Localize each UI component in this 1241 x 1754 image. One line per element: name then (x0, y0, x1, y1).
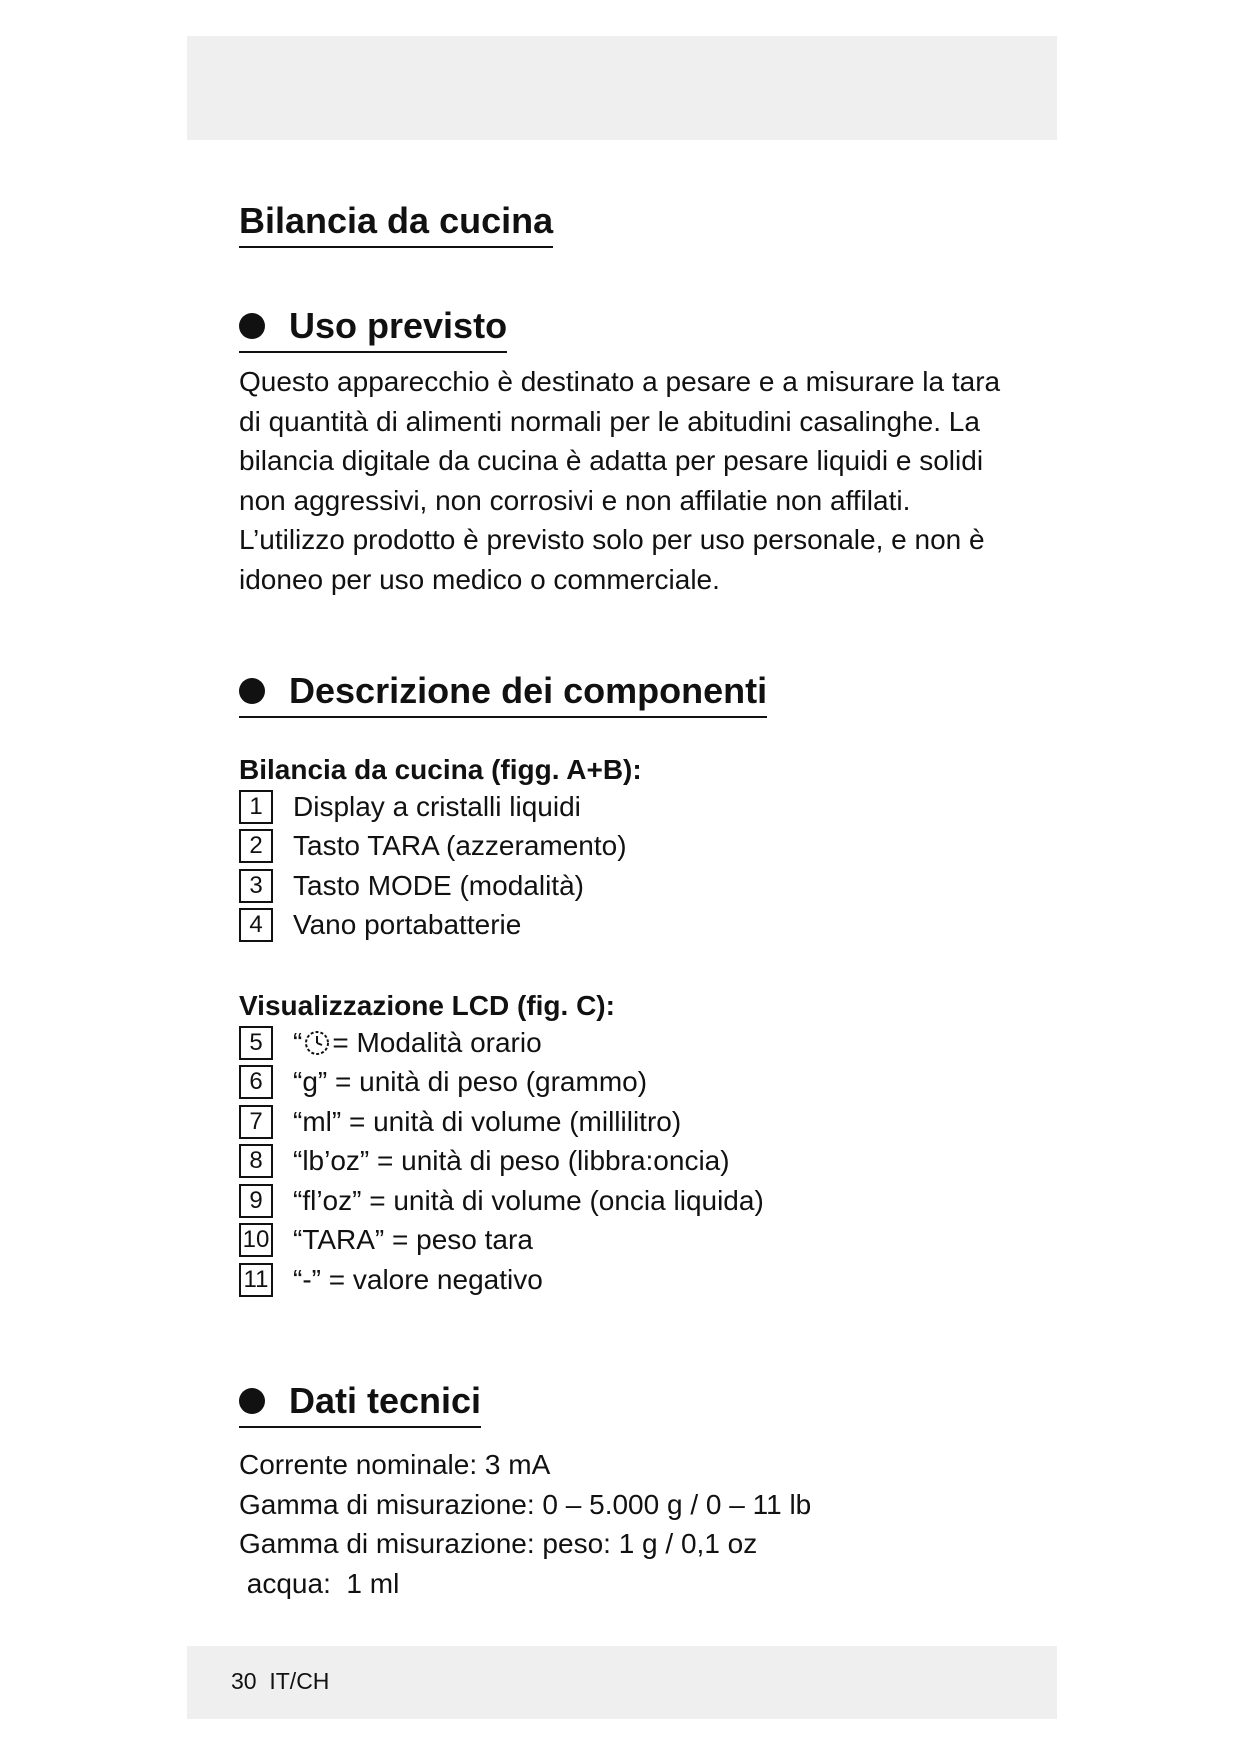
list-item (239, 906, 627, 946)
item-number: 2 (239, 829, 273, 863)
section-heading-technical (239, 1380, 481, 1428)
list-item (239, 1181, 764, 1221)
item-number: 6 (239, 1065, 273, 1099)
list-item (239, 866, 627, 906)
item-prefix: “ (293, 1026, 303, 1058)
item-label: “fl’oz” = unità di volume (oncia liquida) (293, 1184, 764, 1216)
intended-use-paragraph: Questo apparecchio è destinato a pesare e a misurare la tara di quantità di alimenti normali per le abitudini casalinghe. La bilancia digitale da cucina è adatta per pesare liquidi e solidi non aggressivi, non corrosivi e non affilatie non affilati. L’utilizzo prodotto è previsto solo per uso personale, e non è idoneo per uso medico o commerciale. (239, 366, 1001, 595)
item-number: 3 (239, 869, 273, 903)
spec-line: Gamma di misurazione: 0 – 5.000 g / 0 – 11 lb (239, 1488, 812, 1520)
list-item (239, 1260, 764, 1300)
item-number: 5 (239, 1026, 273, 1060)
scale-parts-list (239, 787, 627, 945)
bullet-icon (239, 678, 265, 704)
section-title: Uso previsto (289, 305, 508, 346)
list-item (239, 1142, 764, 1182)
item-number: 1 (239, 790, 273, 824)
item-label: “TARA” = peso tara (293, 1224, 533, 1256)
item-number: 4 (239, 908, 273, 942)
header-band (187, 36, 1057, 140)
section-heading-components (239, 670, 767, 718)
spec-line: acqua: 1 ml (239, 1567, 400, 1599)
item-label: “ml” = unità di volume (millilitro) (293, 1105, 682, 1137)
list-item (239, 1023, 764, 1063)
bullet-icon (239, 1388, 265, 1414)
item-label: “lb’oz” = unità di peso (libbra:oncia) (293, 1145, 730, 1177)
item-label: = Modalità orario (332, 1026, 542, 1058)
item-number: 8 (239, 1144, 273, 1178)
spec-line: Corrente nominale: 3 mA (239, 1449, 551, 1480)
bullet-icon (239, 313, 265, 339)
list-item (239, 827, 627, 867)
section-title: Descrizione dei componenti (289, 670, 768, 711)
section-title: Dati tecnici (289, 1380, 482, 1421)
scale-subheading: Bilancia da cucina (figg. A+B): (239, 754, 642, 785)
document-title: Bilancia da cucina (239, 200, 553, 248)
list-item (239, 1221, 764, 1261)
item-label: Vano portabatterie (293, 909, 522, 941)
clock-icon (304, 1030, 330, 1056)
item-number: 7 (239, 1105, 273, 1139)
page-footer: 30 IT/CH (231, 1668, 330, 1694)
item-number: 9 (239, 1184, 273, 1218)
lcd-symbols-list (239, 1023, 764, 1300)
section-heading-intended-use (239, 305, 507, 353)
technical-data-list (239, 1445, 811, 1603)
item-number: 10 (239, 1223, 273, 1257)
list-item (239, 1102, 764, 1142)
item-label: “g” = unità di peso (grammo) (293, 1066, 648, 1098)
lcd-subheading: Visualizzazione LCD (fig. C): (239, 990, 615, 1021)
list-item (239, 787, 627, 827)
item-number: 11 (239, 1263, 273, 1297)
item-label: Tasto MODE (modalità) (293, 869, 584, 901)
spec-line: Gamma di misurazione: peso: 1 g / 0,1 oz (239, 1528, 758, 1559)
item-label: Tasto TARA (azzeramento) (293, 830, 627, 862)
item-label: “-” = valore negativo (293, 1263, 543, 1295)
list-item (239, 1063, 764, 1103)
manual-page (187, 36, 1057, 1719)
item-label: Display a cristalli liquidi (293, 790, 581, 822)
